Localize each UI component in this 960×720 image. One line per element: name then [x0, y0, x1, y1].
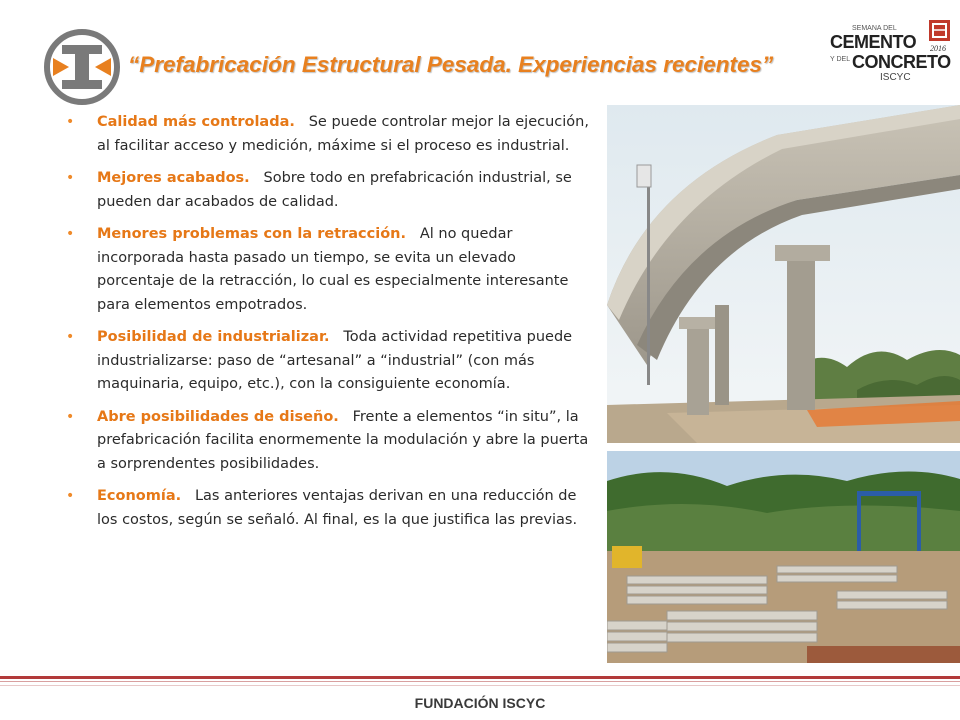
slide-title: “Prefabricación Estructural Pesada. Experiencias recientes”: [128, 52, 774, 77]
overpass-photo: [607, 105, 960, 443]
bullet-text: Frente a elementos “in situ”, la prefabricación facilita enormemente la modulación y abre la puerta a sorprendentes posibilidades.: [97, 408, 589, 472]
bullet-lead: Mejores acabados.: [97, 170, 250, 186]
bullet-lead: Abre posibilidades de diseño.: [97, 408, 339, 425]
brand-year: 2016: [930, 44, 946, 53]
bullet-item: [66, 485, 591, 532]
semana-cemento-logo-icon: [830, 20, 952, 86]
bullet-text: Se puede controlar mejor la ejecución, al facilitar acceso y medición, máxime si el proceso es industrial.: [97, 114, 589, 154]
bullet-item: [66, 326, 591, 397]
bullet-lead: Economía.: [97, 488, 182, 504]
brand-line4: CONCRETO: [852, 52, 951, 72]
bullet-item: [66, 406, 591, 477]
precast-yard-photo: [607, 451, 960, 663]
brand-line2: CEMENTO: [830, 32, 917, 52]
brand-line5: ISCYC: [880, 72, 911, 83]
brand-line1: SEMANA DEL: [852, 25, 897, 32]
bullet-item: [66, 223, 591, 317]
bullet-list: [66, 111, 591, 541]
bullet-lead: Calidad más controlada.: [97, 114, 295, 130]
bullet-text: Las anteriores ventajas derivan en una reducción de los costos, según se señaló. Al final, es la que justifica las previas.: [97, 488, 578, 528]
bullet-text: Toda actividad repetitiva puede industrializarse: paso de “artesanal” a “industrial” (con más maquinaria, equipo, etc.), con la consiguiente economía.: [97, 329, 573, 392]
footer-divider: [0, 674, 960, 694]
bullet-text: Sobre todo en prefabricación industrial, se pueden dar acabados de calidad.: [97, 170, 572, 210]
iscyc-logo-icon: [42, 27, 122, 107]
bullet-item: [66, 111, 591, 158]
bullet-item: [66, 167, 591, 214]
bullet-lead: Posibilidad de industrializar.: [97, 329, 330, 345]
bullet-text: Al no quedar incorporada hasta pasado un tiempo, se evita un elevado porcentaje de la retracción, lo cual es especialmente interesante para elementos empotrados.: [97, 226, 569, 313]
footer-org: FUNDACIÓN ISCYC: [414, 695, 546, 711]
bullet-lead: Menores problemas con la retracción.: [97, 226, 406, 242]
brand-line3: Y DEL: [830, 56, 851, 63]
